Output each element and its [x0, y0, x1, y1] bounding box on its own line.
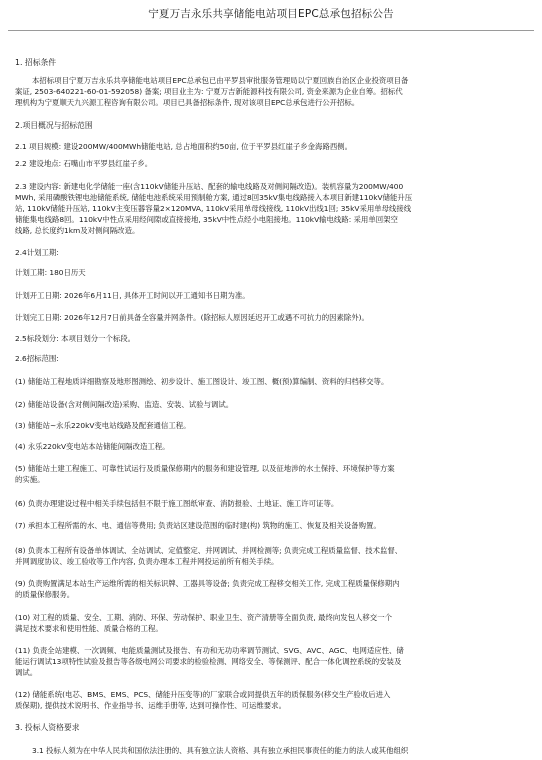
paragraph-line: MWh, 采用磷酸铁锂电池储能系统, 储能电池系统采用预制舱方案, 通过8回35kV集电线路接入本项目新建110kV储能升压: [15, 193, 413, 202]
paragraph-line: 理机构为宁夏顺天九兴源工程咨询有限公司。项目已具备招标条件, 现对该项目EPC总承包进行公开招标。: [15, 98, 360, 107]
paragraph-line: 计划工期: 180日历天: [15, 268, 86, 277]
paragraph-line: 本招标项目宁夏万吉永乐共享储能电站项目EPC总承包已由平罗县审批服务管理局以宁夏回族自治区企业投资项目备: [32, 76, 409, 85]
section-heading: 3. 投标人资格要求: [15, 723, 80, 732]
paragraph-line: 线路, 总长度约1km及对侧间隔改造。: [15, 226, 140, 235]
paragraph-line: (5) 储能站土建工程施工、可靠性试运行及质量保修期内的服务和建设管理, 以及征地涉的水土保持、环境保护等方案: [15, 464, 395, 473]
paragraph-line: 2.3 建设内容: 新建电化学储能一座(含110kV储能升压站、配套的输电线路及对侧间隔改造)。装机容量为200MW/400: [15, 182, 404, 191]
paragraph-line: (7) 承担本工程所需的水、电、通信等费用; 负责站区建设范围的临时建(构) 筑物的施工、恢复及相关设备购置。: [15, 521, 381, 530]
paragraph-line: 计划开工日期: 2026年6月11日, 具体开工时间以开工通知书日期为准。: [15, 291, 250, 300]
paragraph-line: (8) 负责本工程所有设备单体调试、全站调试、定值整定、并网调试、并网检测等; 负责完成工程质量监督、技术监督、: [15, 546, 403, 555]
paragraph-line: 站, 110kV储能升压站, 110kV主变压器容量2×120MVA, 110kV采用单母线接线, 110kV出线1回; 35kV采用单母线接线: [15, 204, 412, 213]
section-heading: 2.项目概况与招标范围: [15, 121, 93, 130]
paragraph-line: 2.2 建设地点: 石嘴山市平罗县红崖子乡。: [15, 159, 153, 168]
paragraph-line: 案证, 2503-640221-60-01-592058) 备案; 项目业主为: 宁夏万吉新能源科技有限公司, 资金来源为企业自筹。招标代: [15, 87, 403, 96]
paragraph-line: 2.1 项目规模: 建设200MW/400MWh储能电站, 总占地面积约50亩, 位于平罗县红崖子乡金海路西侧。: [15, 142, 353, 151]
paragraph-line: 的质量保修服务。: [15, 590, 75, 599]
paragraph-line: (12) 储能系统(电芯、BMS、EMS、PCS、储能升压变等)的厂家联合或同提供五年的质保服务(移交生产验收后进入: [15, 690, 391, 699]
paragraph-line: 2.5标段划分: 本项目划分一个标段。: [15, 334, 136, 343]
paragraph-line: 质保期), 提供技术说明书、作业指导书、运维手册等, 达到可操作性、可运维要求。: [15, 701, 286, 710]
paragraph-line: 调试。: [15, 668, 38, 677]
paragraph-line: 计划完工日期: 2026年12月7日前具备全容量并网条件。(除招标人原因延迟开工或遇不可抗力的因素除外)。: [15, 313, 369, 322]
document-title: 宁夏万吉永乐共享储能电站项目EPC总承包招标公告: [148, 8, 394, 20]
title-divider: [8, 30, 534, 31]
paragraph-line: 3.1 投标人须为在中华人民共和国依法注册的、具有独立法人资格、具有独立承担民事责任的能力的法人或其他组织: [32, 746, 409, 755]
paragraph-line: 2.4计划工期:: [15, 248, 59, 257]
paragraph-line: (10) 对工程的质量、安全、工期、消防、环保、劳动保护、职业卫生、资产清册等全面负责, 最终向发包人移交一个: [15, 613, 392, 622]
paragraph-line: (3) 储能站~永乐220kV变电站线路及配套通信工程。: [15, 421, 191, 430]
paragraph-line: 满足技术要求和使用性能、质量合格的工程。: [15, 624, 163, 633]
paragraph-line: 储能集电线路8回。110kV中性点采用经间隙或直接接地, 35kV中性点经小电阻接地。110kV输电线路: 采用单回架空: [15, 215, 398, 224]
paragraph-line: 的实施。: [15, 475, 45, 484]
paragraph-line: 能运行调试13项特性试验及报告等各级电网公司要求的检验检测、网络安全、等保测评、配合一体化调控系统的安装及: [15, 657, 402, 666]
paragraph-line: 并网调度协议、竣工验收等工作内容, 负责办理本工程并网投运前所有相关手续。: [15, 557, 279, 566]
paragraph-line: (6) 负责办理建设过程中相关手续包括但不限于施工图纸审查、消防报验、土地证、施工许可证等。: [15, 499, 339, 508]
section-heading: 1. 招标条件: [15, 58, 57, 67]
paragraph-line: (4) 永乐220kV变电站本站储能间隔改造工程。: [15, 442, 170, 451]
paragraph-line: (11) 负责全站建模、一次调频、电能质量测试及报告、有功和无功功率调节测试、SVG、AVC、AGC、电网适应性、储: [15, 646, 404, 655]
paragraph-line: (1) 储能站工程地质详细勘察及地形图测绘、初步设计、施工图设计、竣工图、概(预)算编制、资料的归档移交等。: [15, 377, 389, 386]
paragraph-line: (2) 储能站设备(含对侧间隔改造)采购、监造、安装、试验与调试。: [15, 400, 234, 409]
paragraph-line: 2.6招标范围:: [15, 354, 59, 363]
paragraph-line: (9) 负责购置满足本站生产运维所需的相关标识牌、工器具等设备; 负责完成工程移交相关工作, 完成工程质量保修期内: [15, 579, 400, 588]
